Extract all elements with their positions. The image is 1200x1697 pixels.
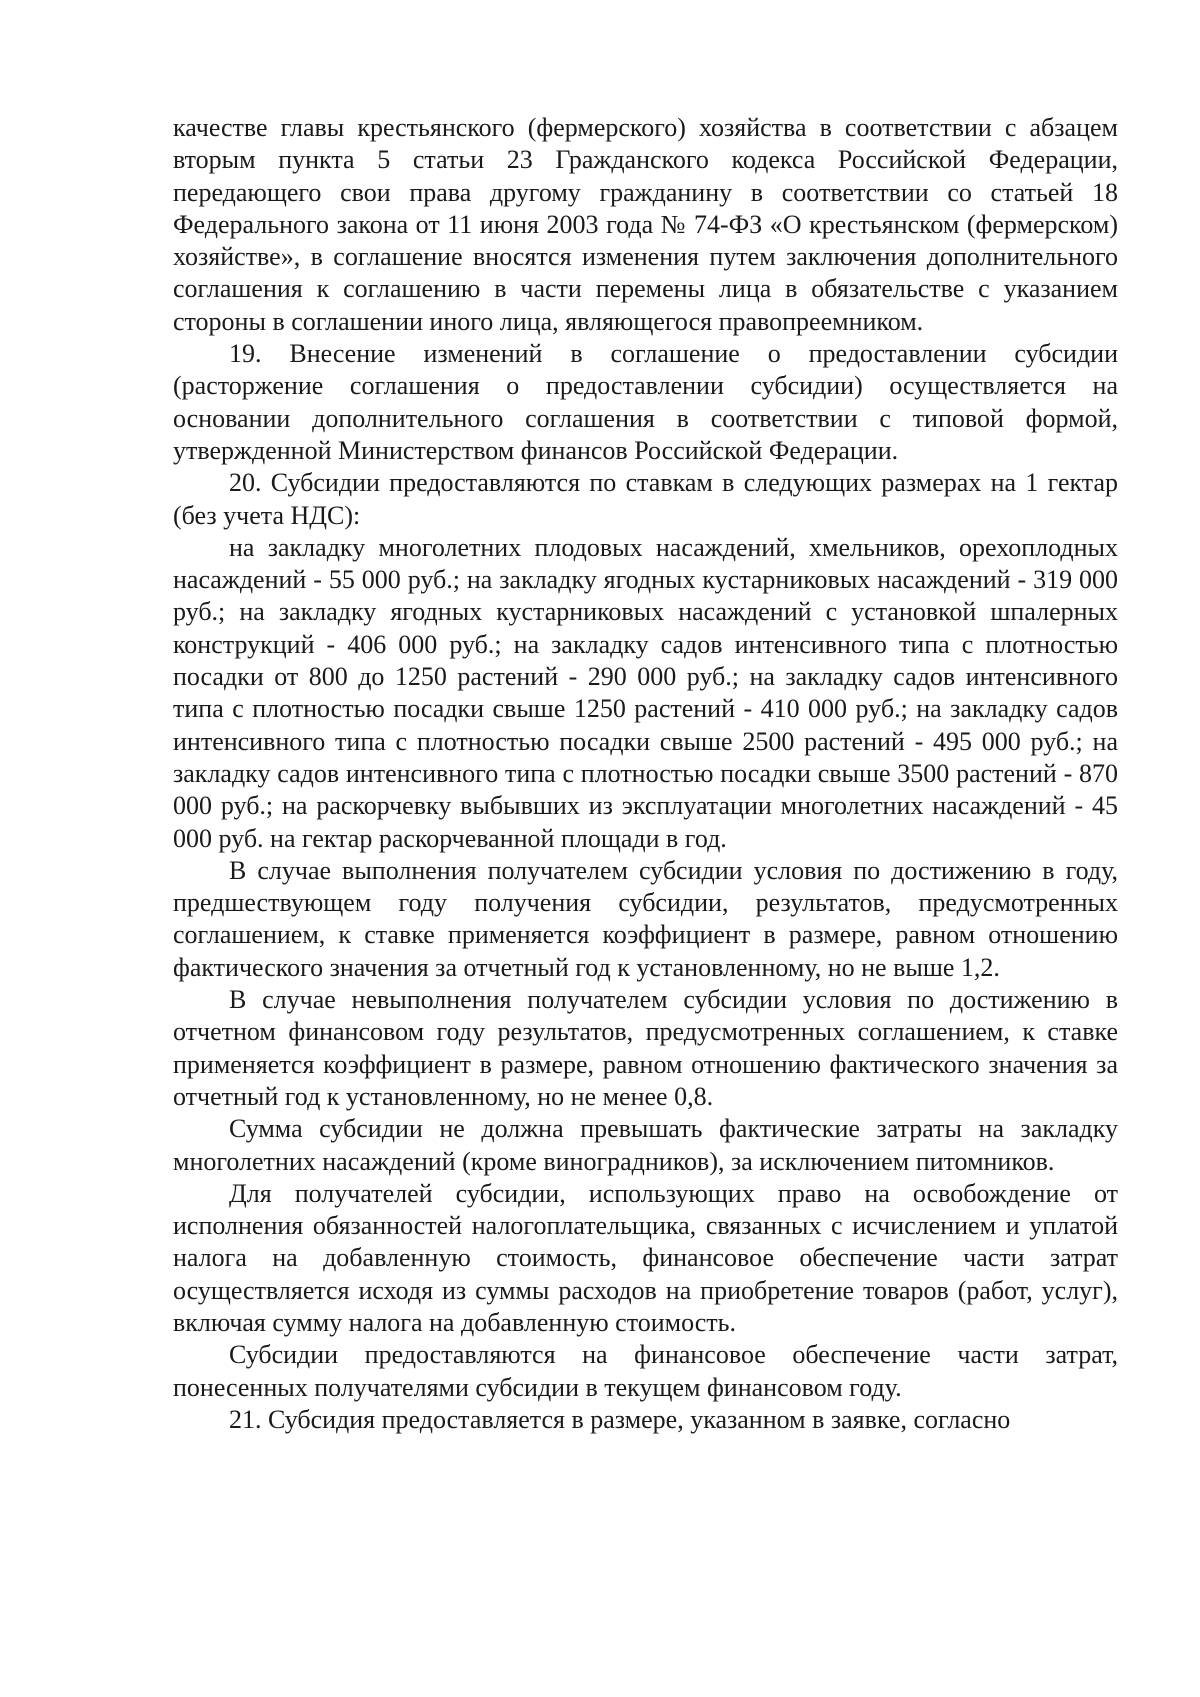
paragraph-coefficient-increase: В случае выполнения получателем субсидии условия по достижению в году, предшествующем году получения субсидии, результатов, предусмотренных соглашением, к ставке применяется коэффициент в размере, равном отношению фактического значения за отчетный год к установленному, но не выше 1,2. bbox=[173, 855, 1118, 982]
paragraph-coefficient-decrease: В случае невыполнения получателем субсидии условия по достижению в отчетном финансовом году результатов, предусмотренных соглашением, к ставке применяется коэффициент в размере, равном отношению фактического значения за отчетный год к установленному, но не менее 0,8. bbox=[173, 985, 1118, 1111]
paragraph-current-year: Субсидии предоставляются на финансовое обеспечение части затрат, понесенных получателями субсидии в текущем финансовом году. bbox=[173, 1340, 1118, 1402]
document-body bbox=[173, 112, 1118, 1436]
paragraph-21: 21. Субсидия предоставляется в размере, указанном в заявке, согласно bbox=[229, 1404, 1011, 1434]
paragraph-20: 20. Субсидии предоставляются по ставкам в следующих размерах на 1 гектар (без учета НДС): bbox=[173, 468, 1118, 530]
paragraph-vat-exempt: Для получателей субсидии, использующих право на освобождение от исполнения обязанностей налогоплательщика, связанных с исчислением и уплатой налога на добавленную стоимость, финансовое обеспечение части затрат осуществляется исходя из суммы расходов на приобретение товаров (работ, услуг), включая сумму налога на добавленную стоимость. bbox=[173, 1178, 1118, 1337]
paragraph-19: 19. Внесение изменений в соглашение о предоставлении субсидии (расторжение соглашения о предоставлении субсидии) осуществляется на основании дополнительного соглашения в соответствии с типовой формой, утвержденной Министерством финансов Российской Федерации. bbox=[173, 339, 1118, 465]
paragraph-rates: на закладку многолетних плодовых насаждений, хмельников, орехоплодных насаждений - 55 000 руб.; на закладку ягодных кустарниковых насаждений - 319 000 руб.; на закладку ягодных кустарниковых насаждений с установкой шпалерных конструкций - 406 000 руб.; на закладку садов интенсивного типа с плотностью посадки от 800 до 1250 растений - 290 000 руб.; на закладку садов интенсивного типа с плотностью посадки свыше 1250 растений - 410 000 руб.; на закладку садов интенсивного типа с плотностью посадки свыше 2500 растений - 495 000 руб.; на закладку садов интенсивного типа с плотностью посадки свыше 3500 растений - 870 000 руб.; на раскорчевку выбывших из эксплуатации многолетних насаждений - 45 000 руб. на гектар раскорчеванной площади в год. bbox=[173, 532, 1118, 853]
paragraph-subsidy-limit: Сумма субсидии не должна превышать фактические затраты на закладку многолетних насаждений (кроме виноградников), за исключением питомников. bbox=[173, 1114, 1118, 1176]
paragraph-continuation: качестве главы крестьянского (фермерского) хозяйства в соответствии с абзацем вторым пункта 5 статьи 23 Гражданского кодекса Российской Федерации, передающего свои права другому гражданину в соответствии со статьей 18 Федерального закона от 11 июня 2003 года № 74-ФЗ «О крестьянском (фермерском) хозяйстве», в соглашение вносятся изменения путем заключения дополнительного соглашения к соглашению в части перемены лица в обязательстве с указанием стороны в соглашении иного лица, являющегося правопреемником. bbox=[173, 113, 1118, 336]
